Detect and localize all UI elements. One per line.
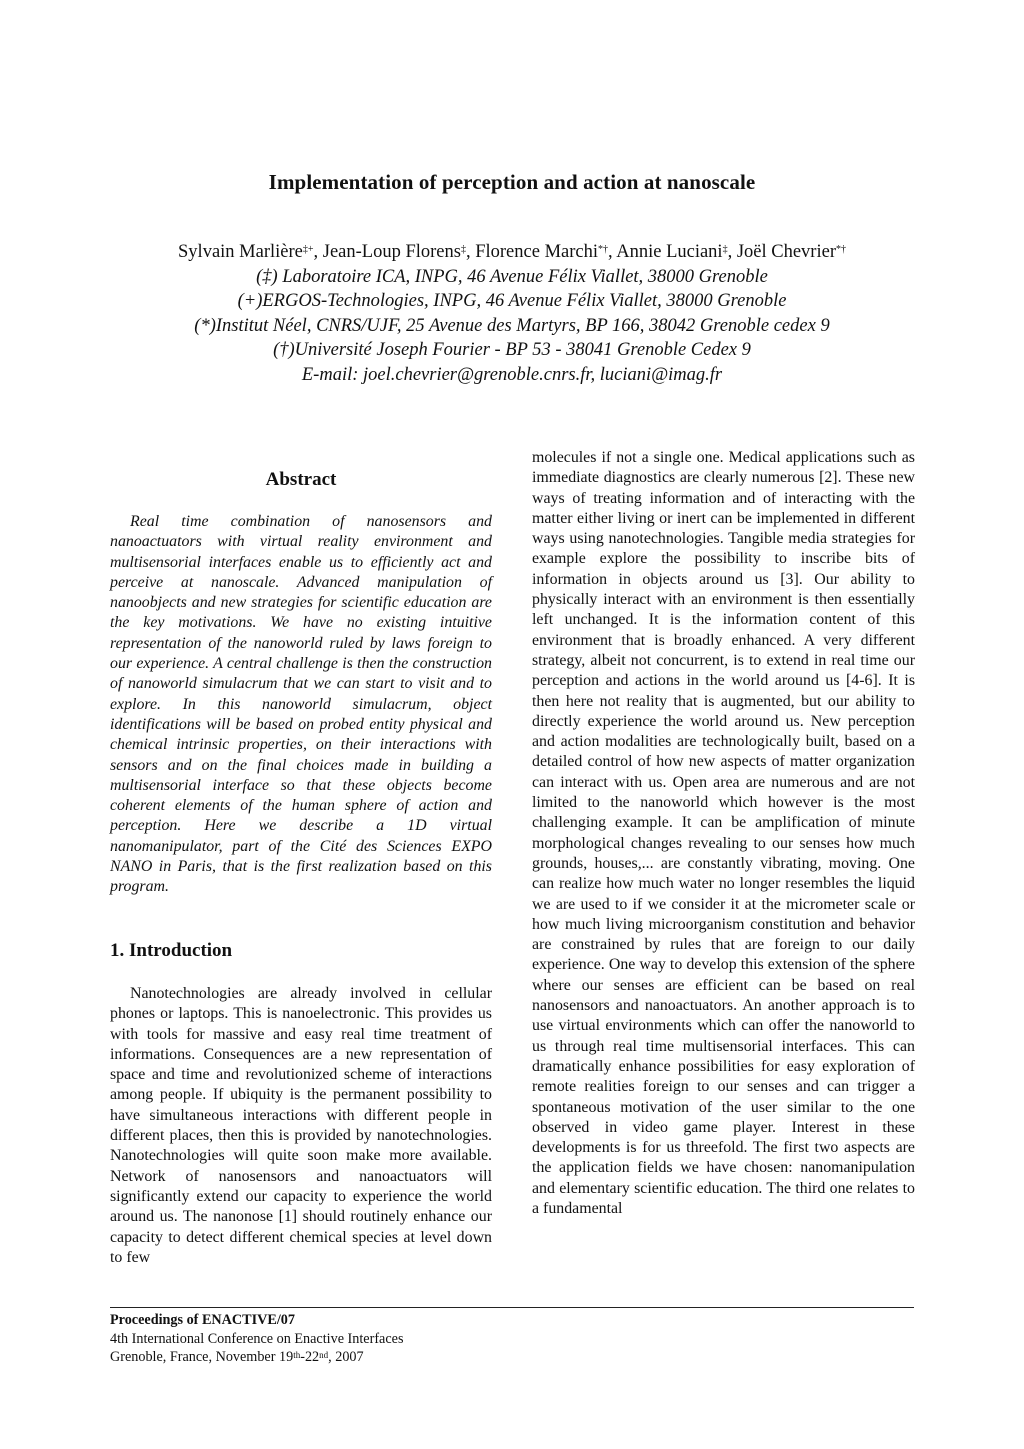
footer-date-sup: th — [293, 1350, 301, 1360]
abstract-heading: Abstract — [265, 469, 337, 490]
right-column-body — [532, 448, 915, 1219]
section-heading-introduction: 1. Introduction — [110, 940, 233, 961]
author-affil-mark: ‡ — [460, 244, 466, 255]
page-footer — [110, 1311, 403, 1367]
footer-divider — [110, 1307, 914, 1308]
author-affil-mark: ‡ — [722, 244, 728, 255]
author-name: Annie Luciani — [616, 242, 723, 262]
author-name: Florence Marchi — [475, 242, 598, 262]
contact-email: E-mail: joel.chevrier@grenoble.cnrs.fr, luciani@imag.fr — [301, 364, 723, 385]
affiliation-ujf: (†)Université Joseph Fourier - BP 53 - 38041 Grenoble Cedex 9 — [273, 340, 751, 361]
footer-proceedings: Proceedings of ENACTIVE/07 — [110, 1312, 295, 1328]
author-affil-mark: *† — [835, 244, 846, 255]
author-affil-mark: ‡+ — [302, 244, 314, 255]
introduction-body — [110, 984, 492, 1268]
author-name: Joël Chevrier — [736, 242, 836, 262]
footer-date-sup: nd — [319, 1350, 329, 1360]
author-block — [0, 240, 1024, 388]
author-affil-mark: *† — [598, 244, 608, 255]
author-line: Sylvain Marlière‡+, Jean-Loup Florens‡, Florence Marchi*†, Annie Luciani‡, Joël Chevrier*† — [178, 242, 846, 262]
footer-location-date — [110, 1348, 403, 1367]
footer-date-part: Grenoble, France, November 19 — [110, 1349, 294, 1365]
affiliation-ergos: (+)ERGOS-Technologies, INPG, 46 Avenue Félix Viallet, 38000 Grenoble — [237, 291, 787, 312]
author-name: Sylvain Marlière — [178, 242, 303, 262]
footer-date-part: , 2007 — [328, 1349, 364, 1365]
footer-conference: 4th International Conference on Enactive Interfaces — [110, 1330, 404, 1347]
affiliation-ica: (‡) Laboratoire ICA, INPG, 46 Avenue Félix Viallet, 38000 Grenoble — [256, 266, 768, 287]
footer-date-part: -22 — [300, 1349, 320, 1365]
author-name: Jean-Loup Florens — [322, 242, 461, 262]
paper-title: Implementation of perception and action at nanoscale — [268, 170, 756, 194]
introduction-paragraph: Nanotechnologies are already involved in cellular phones or laptops. This is nanoelectronic. This provides us with tools for massive and easy real time treatment of informations. Consequences are a new representation of space and time and revolutionized scheme of interactions among people. If ubiquity is the permanent possibility to have simultaneous interactions with different people in different places, then this is provided by nanotechnologies. Nanotechnologies will quite soon make more available. Network of nanosensors and nanoactuators will significantly extend our capacity to experience the world around us. The nanonose [1] should routinely enhance our capacity to detect different chemical species at level down to few — [110, 985, 492, 1266]
abstract-body — [110, 512, 492, 898]
abstract-paragraph: Real time combination of nanosensors and nanoactuators with virtual reality environment and multisensorial interfaces enable us to efficiently act and perceive at nanoscale. Advanced manipulation of nanoobjects and new strategies for scientific education are the key motivations. We have no existing intuitive representation of the nanoworld ruled by laws foreign to our experience. A central challenge is then the construction of nanoworld simulacrum that we can start to visit and to explore. In this nanoworld simulacrum, object identifications will be based on probed entity physical and chemical intrinsic properties, on their interactions with sensors and on the final choices made in building a multisensorial interface so that these objects become coherent elements of the human sphere of action and perception. Here we describe a 1D virtual nanomanipulator, part of the Cité des Sciences EXPO NANO in Paris, that is the first realization based on this program. — [110, 513, 492, 896]
right-column-paragraph: molecules if not a single one. Medical applications such as immediate diagnostics are clearly numerous [2]. These new ways of treating information and of interacting with the matter either living or inert can be implemented in different ways using nanotechnologies. Tangible media strategies for example explore the possibility to inscribe bits of information in objects around us [3]. Our ability to physically interact with an environment is then essentially left unchanged. It is the information content of this environment that is broadly enhanced. A very different strategy, albeit not concurrent, is to extend in real time our perception and actions in the world around us [4-6]. It is then here not reality that is augmented, but our ability to directly experience the world around us. New perception and action modalities are technologically built, based on a detailed control of how new aspects of matter organization can interact with us. Open area are numerous and are not limited to the nanoworld which however is the most challenging example. It can be amplification of minute morphological changes revealing to our senses how much grounds, houses,... are constantly vibrating, moving. One can realize how much water no longer resembles the liquid we are used to if we consider it at the micrometer scale or how much living microorganism constitution and behavior are constrained by rules that are foreign to our daily experience. One way to develop this extension of the sphere where our senses are efficient can be based on real nanosensors and nanoactuators. An another approach is to use virtual environments which can offer the nanoworld to us through real time multisensorial interfaces. This can dramatically enhance possibilities for easy exploration of remote realities foreign to our senses and can trigger a spontaneous motivation of the user similar to the one observed in video game player. Interest in these developments is for us threefold. The first two aspects are the application fields we have chosen: nanomanipulation and elementary scientific education. The third one relates to a fundamental — [532, 449, 915, 1217]
affiliation-neel: (*)Institut Néel, CNRS/UJF, 25 Avenue des Martyrs, BP 166, 38042 Grenoble cedex 9 — [194, 315, 830, 336]
